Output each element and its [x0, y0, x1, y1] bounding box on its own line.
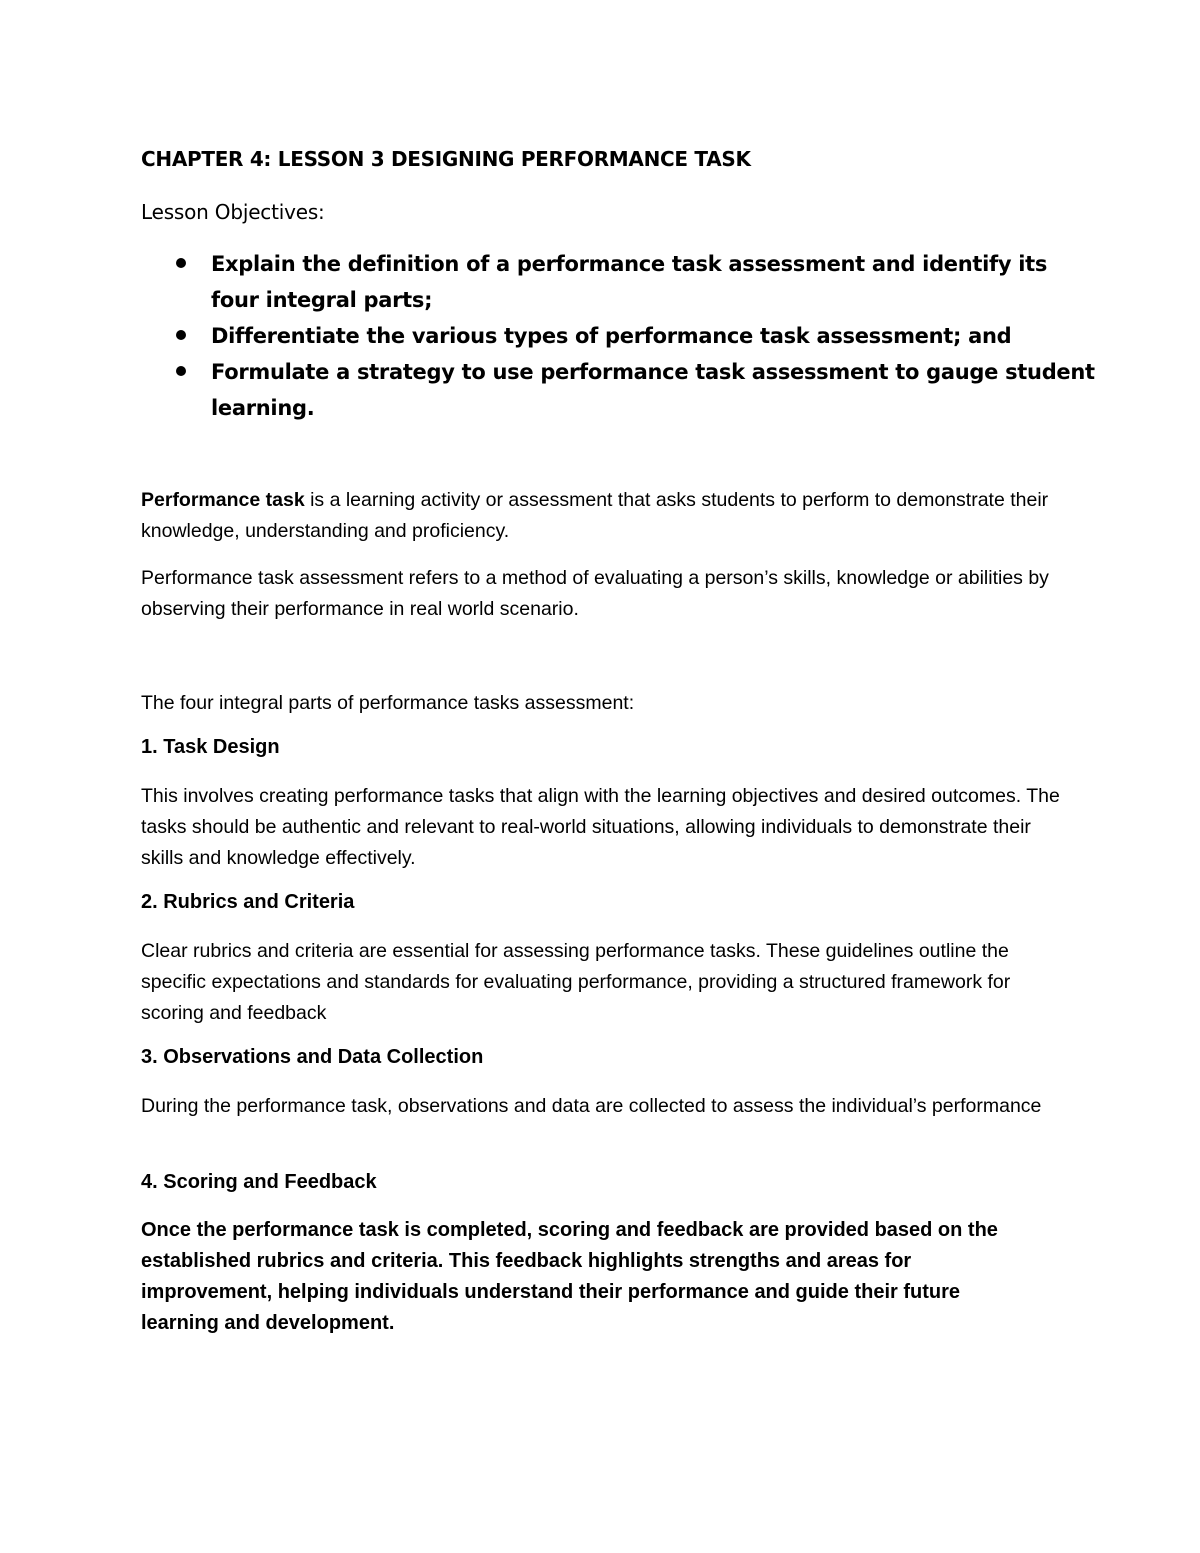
objectives-heading: Lesson Objectives: — [141, 200, 325, 224]
objective-item — [141, 246, 1101, 318]
definition-paragraph — [141, 485, 1071, 547]
part-text-scoring: Once the performance task is completed, scoring and feedback are provided based on the established rubrics and criteria. This feedback highlights strengths and areas for improvement, helping individuals understand their performance and guide their future learning and development. — [141, 1219, 998, 1334]
part-heading-rubrics: 2. Rubrics and Criteria — [141, 891, 355, 913]
definition-term: Performance task — [141, 489, 305, 511]
assessment-definition-paragraph: Performance task assessment refers to a method of evaluating a person’s skills, knowledge or abilities by observing their performance in real world scenario. — [141, 567, 1049, 620]
page-title: CHAPTER 4: LESSON 3 DESIGNING PERFORMANCE TASK — [141, 147, 751, 171]
objective-item — [141, 354, 1101, 426]
part-text-rubrics: Clear rubrics and criteria are essential for assessing performance tasks. These guidelines outline the specific expectations and standards for evaluating performance, providing a structured framework for scoring and feedback — [141, 940, 1011, 1024]
objective-text: Explain the definition of a performance task assessment and identify its four integral parts; — [211, 252, 1048, 312]
objectives-list — [141, 246, 1101, 426]
bullet-icon — [176, 258, 186, 268]
part-heading-scoring: 4. Scoring and Feedback — [141, 1171, 377, 1193]
objective-text: Formulate a strategy to use performance task assessment to gauge student learning. — [211, 360, 1095, 420]
bullet-icon — [176, 330, 186, 340]
bullet-icon — [176, 366, 186, 376]
objective-item — [141, 318, 1101, 354]
part-text-task-design: This involves creating performance tasks that align with the learning objectives and desired outcomes. The tasks should be authentic and relevant to real-world situations, allowing individuals to demonstrate their skills and knowledge effectively. — [141, 785, 1060, 869]
part-heading-task-design: 1. Task Design — [141, 736, 280, 758]
objective-text: Differentiate the various types of performance task assessment; and — [211, 324, 1012, 348]
part-heading-observations: 3. Observations and Data Collection — [141, 1046, 484, 1068]
definition-text: is a learning activity or assessment that asks students to perform to demonstrate their knowledge, understanding and proficiency. — [141, 489, 1049, 542]
part-text-observations: During the performance task, observations and data are collected to assess the individual’s performance — [141, 1095, 1042, 1117]
parts-intro: The four integral parts of performance tasks assessment: — [141, 692, 635, 714]
